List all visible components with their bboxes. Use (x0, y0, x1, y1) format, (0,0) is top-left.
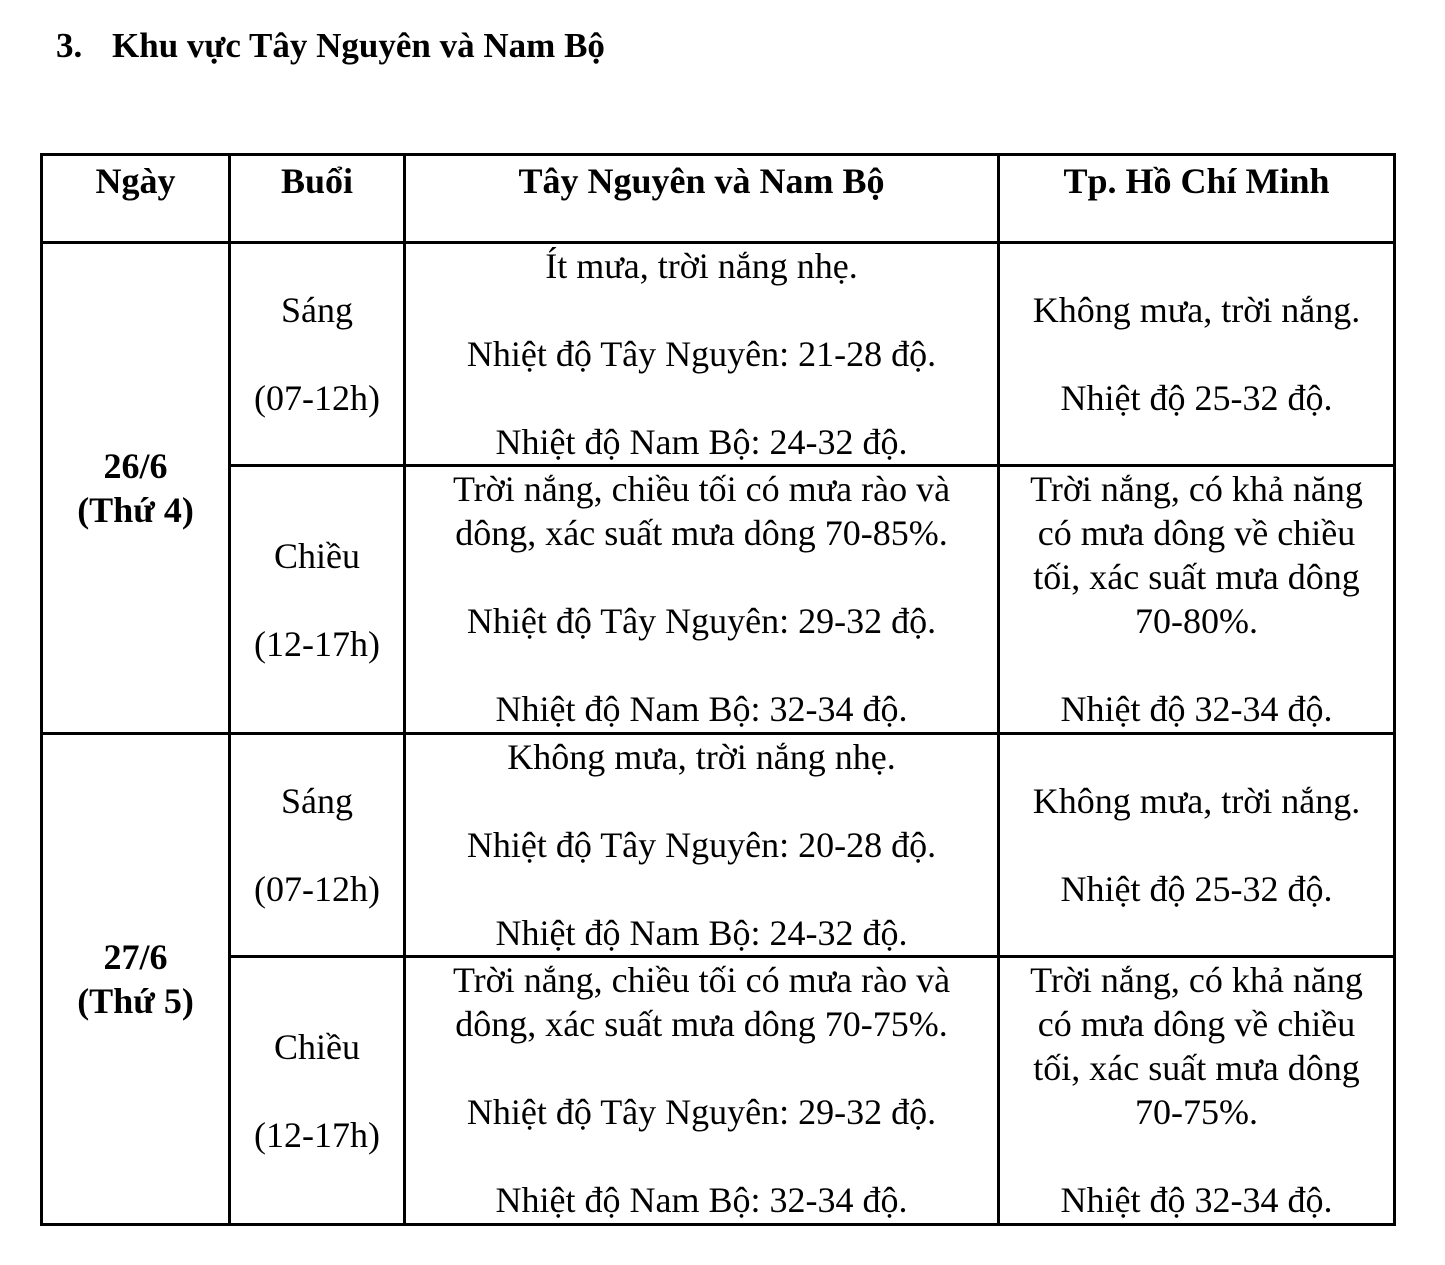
session-hours: (07-12h) (254, 869, 380, 909)
session-name: Sáng (281, 781, 353, 821)
table-row (42, 957, 1395, 1225)
region-forecast-cell (405, 957, 999, 1225)
day-date: 27/6 (103, 937, 168, 977)
hcm-weather-line: Trời nắng, có khả năng (1030, 469, 1363, 509)
section-heading (56, 20, 605, 72)
hcm-temp: Nhiệt độ 32-34 độ. (1060, 1180, 1333, 1220)
region-weather-line: Không mưa, trời nắng nhẹ. (507, 737, 896, 777)
hcm-weather-line: Trời nắng, có khả năng (1030, 960, 1363, 1000)
header-day: Ngày (42, 155, 230, 243)
region-weather-line: dông, xác suất mưa dông 70-75%. (455, 1004, 948, 1044)
day-date: 26/6 (103, 446, 168, 486)
table-row (42, 734, 1395, 957)
forecast-table (40, 153, 1396, 1226)
hcm-weather-line: Không mưa, trời nắng. (1032, 781, 1361, 821)
temp-nam-bo: Nhiệt độ Nam Bộ: 24-32 độ. (495, 422, 908, 462)
hcm-weather-line: 70-80%. (1135, 601, 1258, 641)
section-number: 3. (56, 26, 83, 65)
hcm-weather-line: Không mưa, trời nắng. (1032, 290, 1361, 330)
session-hours: (12-17h) (254, 1114, 380, 1155)
hcm-forecast-cell (999, 466, 1395, 734)
region-forecast-cell (405, 243, 999, 466)
region-forecast-cell (405, 734, 999, 957)
session-name: Sáng (281, 290, 353, 330)
temp-tay-nguyen: Nhiệt độ Tây Nguyên: 29-32 độ. (466, 1092, 937, 1132)
region-forecast-cell (405, 466, 999, 734)
session-name: Chiều (274, 1026, 360, 1067)
hcm-forecast-cell (999, 734, 1395, 957)
session-hours: (07-12h) (254, 378, 380, 418)
hcm-forecast-cell (999, 243, 1395, 466)
temp-tay-nguyen: Nhiệt độ Tây Nguyên: 29-32 độ. (466, 601, 937, 641)
day-weekday: (Thứ 4) (77, 490, 194, 530)
temp-tay-nguyen: Nhiệt độ Tây Nguyên: 21-28 độ. (466, 334, 937, 374)
hcm-forecast-cell (999, 957, 1395, 1225)
temp-nam-bo: Nhiệt độ Nam Bộ: 32-34 độ. (495, 689, 908, 729)
header-session: Buổi (230, 155, 405, 243)
region-weather-line: Trời nắng, chiều tối có mưa rào và (452, 960, 951, 1000)
session-cell (230, 466, 405, 734)
hcm-weather-line: có mưa dông về chiều (1037, 513, 1356, 553)
temp-tay-nguyen: Nhiệt độ Tây Nguyên: 20-28 độ. (466, 825, 937, 865)
hcm-temp: Nhiệt độ 25-32 độ. (1060, 869, 1333, 909)
table-header-row (42, 155, 1395, 243)
hcm-temp: Nhiệt độ 25-32 độ. (1060, 378, 1333, 418)
day-weekday: (Thứ 5) (77, 981, 194, 1021)
session-cell (230, 734, 405, 957)
session-cell (230, 243, 405, 466)
region-weather-line: Trời nắng, chiều tối có mưa rào và (452, 469, 951, 509)
session-hours: (12-17h) (254, 623, 380, 664)
hcm-weather-line: tối, xác suất mưa dông (1033, 1048, 1360, 1088)
table-row (42, 466, 1395, 734)
session-name: Chiều (274, 535, 360, 576)
section-title: Khu vực Tây Nguyên và Nam Bộ (112, 26, 605, 65)
hcm-temp: Nhiệt độ 32-34 độ. (1060, 689, 1333, 729)
table-row (42, 243, 1395, 466)
hcm-weather-line: tối, xác suất mưa dông (1033, 557, 1360, 597)
session-cell (230, 957, 405, 1225)
day-cell (42, 243, 230, 734)
header-hcm: Tp. Hồ Chí Minh (999, 155, 1395, 243)
temp-nam-bo: Nhiệt độ Nam Bộ: 24-32 độ. (495, 913, 908, 953)
temp-nam-bo: Nhiệt độ Nam Bộ: 32-34 độ. (495, 1180, 908, 1220)
hcm-weather-line: 70-75%. (1135, 1092, 1258, 1132)
hcm-weather-line: có mưa dông về chiều (1037, 1004, 1356, 1044)
region-weather-line: Ít mưa, trời nắng nhẹ. (545, 246, 858, 286)
day-cell (42, 734, 230, 1225)
header-region: Tây Nguyên và Nam Bộ (405, 155, 999, 243)
region-weather-line: dông, xác suất mưa dông 70-85%. (455, 513, 948, 553)
